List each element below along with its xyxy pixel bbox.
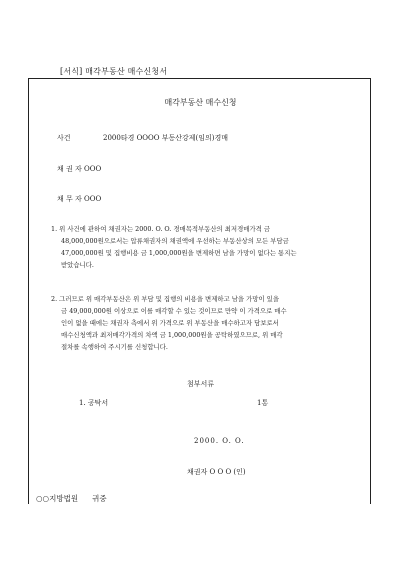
paragraph-1 (51, 223, 297, 271)
attachment-count: 1통 (257, 399, 269, 407)
paragraph-1-line: 1. 위 사건에 관하여 채권자는 2000. O. O. 경매목적부동산의 최저경매가격 금 (51, 225, 271, 233)
case-value: 2000타경 OOOO 부동산강제(임의)경매 (103, 134, 229, 142)
court-name: ○○지방법원 (36, 494, 79, 503)
paragraph-2 (51, 293, 287, 353)
paragraph-1-line: 47,000,000원 및 집행비용 금 1,000,000원을 변제하면 남을 가망이 없다는 통지는 (61, 249, 297, 257)
debtor-line: 채 무 자 OOO (57, 195, 102, 203)
filing-date: 2000. O. O. (194, 437, 245, 445)
document-title: 매각부동산 매수신청 (164, 98, 237, 107)
paragraph-2-line: 금 49,000,000원 이상으로 이를 매각할 수 있는 것이므로 만약 이 가격으로 매수 (61, 307, 287, 315)
court-honorific: 귀중 (92, 494, 107, 503)
document-frame (28, 78, 371, 504)
paragraph-1-line: 받았습니다. (61, 261, 94, 269)
paragraph-1-line: 48,000,000원으로서는 압류채권자의 채권액에 우선하는 부동산상의 모든 부담금 (61, 237, 289, 245)
court-addressee (36, 493, 107, 504)
creditor-line: 채 권 자 OOO (57, 165, 102, 173)
paragraph-2-line: 매수신청액과 최저매각가격의 차액 금 1,000,000원을 공탁하였으므로, 위 매각 (61, 331, 283, 339)
form-tag: [서식] 매각부동산 매수신청서 (60, 67, 168, 76)
signer-line: 채권자 O O O (인) (187, 468, 246, 476)
attachments-title: 첨부서류 (186, 380, 215, 388)
attachment-item: 1. 공탁서 (79, 399, 109, 407)
paragraph-2-line: 2. 그러므로 위 매각부동산은 위 부담 및 집행의 비용을 변제하고 남을 가망이 있을 (51, 295, 280, 303)
case-label: 사건 (57, 134, 71, 142)
paragraph-2-line: 인이 없을 때에는 채권자 측에서 위 가격으로 위 부동산을 매수하고자 담보로서 (61, 319, 279, 327)
paragraph-2-line: 절차를 속행하여 주시기를 신청합니다. (61, 343, 168, 351)
